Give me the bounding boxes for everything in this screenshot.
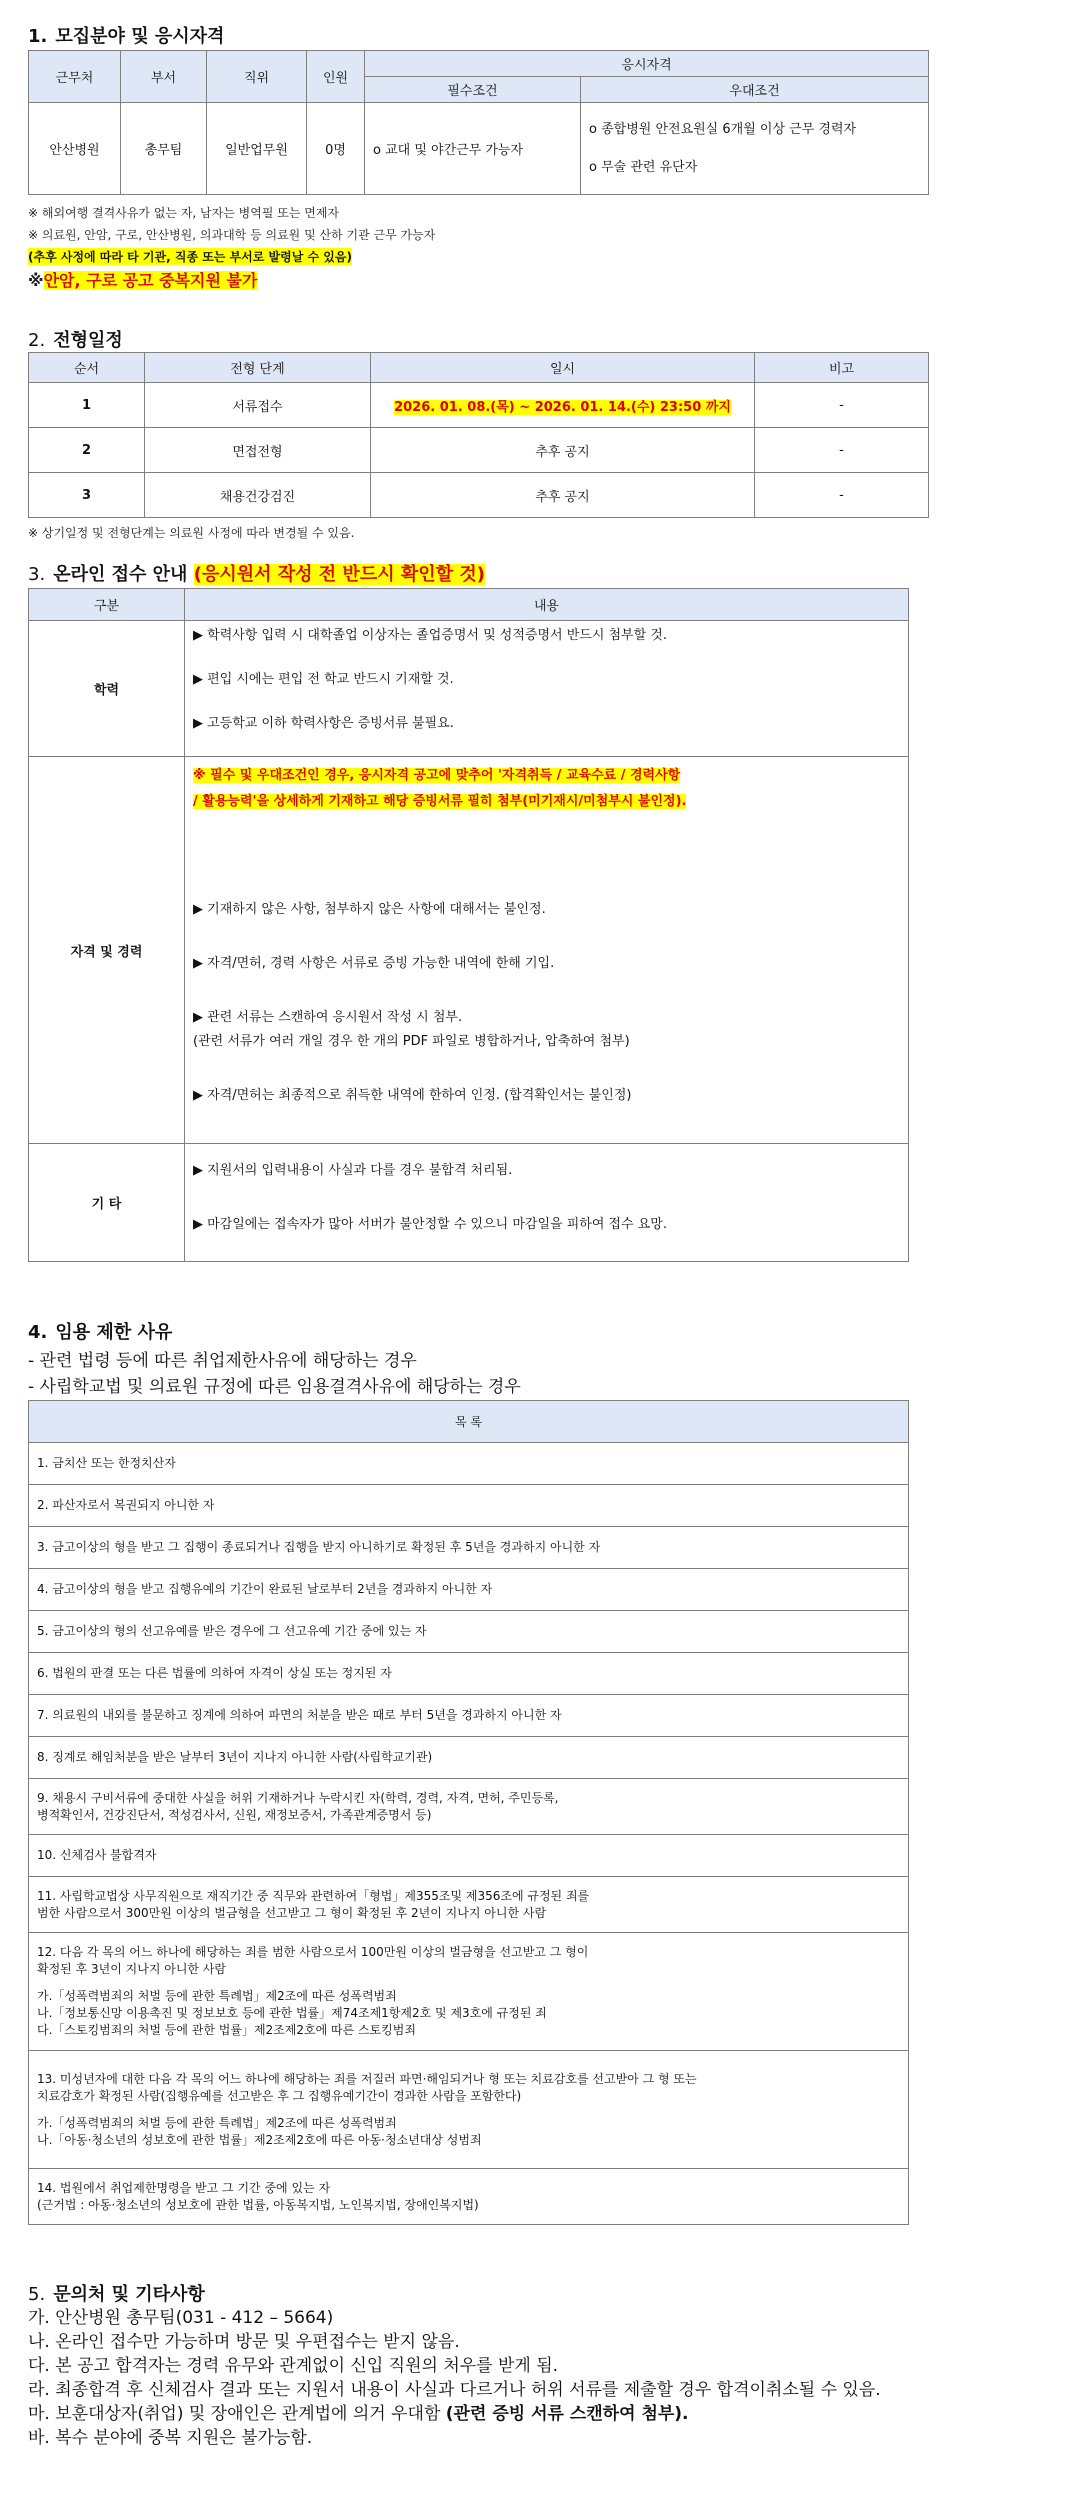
list-item-cell: [29, 1835, 909, 1877]
section3-title-highlight: (응시원서 작성 전 반드시 확인할 것): [193, 564, 485, 585]
list-item-cell: [29, 2169, 909, 2225]
content-line: ▶ 지원서의 입력내용이 사실과 다를 경우 불합격 처리됨.: [193, 1163, 513, 1178]
restriction-rows: [29, 1443, 909, 2225]
cell-order: 2: [29, 428, 145, 473]
row-label-qualification: 자격 및 경력: [29, 757, 185, 1144]
highlight-text: ※ 필수 및 우대조건인 경우, 응시자격 공고에 맞추어 '자격취득 / 교육수료 / 경력사항: [193, 768, 681, 783]
list-item: [29, 1877, 909, 1933]
list-item: [29, 1443, 909, 1485]
section4-lead: - 관련 법령 등에 따른 취업제한사유에 해당하는 경우: [28, 1351, 417, 1371]
info-text-bold: (관련 증빙 서류 스캔하여 첨부).: [445, 2404, 689, 2424]
etc-content: [185, 1144, 909, 1262]
cell-place: 안산병원: [29, 103, 121, 195]
content-highlight-line: [193, 767, 900, 785]
schedule-table: [28, 352, 929, 518]
cell-dept: 총무팀: [121, 103, 207, 195]
content-line: ▶ 관련 서류는 스캔하여 응시원서 작성 시 첨부.: [193, 1010, 463, 1025]
cell-remark: -: [755, 473, 929, 518]
list-item-line: 나.「아동·청소년의 성보호에 관한 법률」제2조제2호에 따른 아동·청소년대상 성범죄: [37, 2132, 482, 2147]
section1-note-warning: [28, 268, 257, 291]
list-item: [29, 1835, 909, 1877]
list-item-line: 다.「스토킹범죄의 처벌 등에 관한 법률」제2조제2호에 따른 스토킹범죄: [37, 2023, 416, 2037]
content-line: ▶ 편입 시에는 편입 전 학교 반드시 기재할 것.: [193, 672, 454, 687]
th-stage: 전형 단계: [145, 353, 371, 383]
content-line: ▶ 고등학교 이하 학력사항은 증빙서류 불필요.: [193, 716, 454, 731]
th-order: 순서: [29, 353, 145, 383]
contact-line: 가. 안산병원 총무팀(031 - 412 – 5664): [28, 2308, 334, 2328]
list-item-line: 범한 사람으로서 300만원 이상의 벌금형을 선고받고 그 형이 확정된 후 2년이 지나지 아니한 사람: [37, 1905, 547, 1920]
cell-preferred: [581, 103, 929, 195]
section1-number: 1.: [28, 26, 48, 47]
table-row: [29, 383, 929, 428]
section3-number: 3.: [28, 564, 46, 585]
list-item-line: 가.「성폭력범죄의 처벌 등에 관한 특례법」제2조에 따른 성폭력범죄: [37, 2115, 397, 2130]
cell-required: o 교대 및 야간근무 가능자: [365, 103, 581, 195]
th-qualification: 응시자격: [365, 51, 929, 77]
cell-date: 추후 공지: [371, 428, 755, 473]
list-item-cell: [29, 1877, 909, 1933]
cell-stage: 서류접수: [145, 383, 371, 428]
list-item-line: [37, 1978, 900, 1988]
list-item-line: 치료감호가 확정된 사람(집행유예를 선고받은 후 그 집행유예기간이 경과한 사람을 포함한다): [37, 2088, 522, 2103]
preferred-item: o 종합병원 안전요원실 6개월 이상 근무 경력자: [589, 121, 857, 137]
list-item-line: 14. 법원에서 취업제한명령을 받고 그 기간 중에 있는 자: [37, 2180, 331, 2195]
section2-note: ※ 상기일정 및 전형단계는 의료원 사정에 따라 변경될 수 있음.: [28, 526, 355, 540]
info-line: 바. 복수 분야에 중복 지원은 불가능함.: [28, 2428, 313, 2448]
restriction-list-table: [28, 1400, 909, 2225]
section5-number: 5.: [28, 2284, 46, 2305]
info-line: [28, 2402, 881, 2426]
th-remark: 비고: [755, 353, 929, 383]
list-item-cell: [29, 1443, 909, 1485]
list-item-cell: [29, 1485, 909, 1527]
cell-stage: 채용건강검진: [145, 473, 371, 518]
list-item: [29, 1737, 909, 1779]
cell-date: [371, 383, 755, 428]
table-row: [29, 473, 929, 518]
list-item-cell: [29, 1933, 909, 2051]
section4-heading: [28, 1318, 172, 1344]
warning-text: 안암, 구로 공고 중복지원 불가: [43, 271, 258, 290]
list-item-line: 6. 법원의 판결 또는 다른 법률에 의하여 자격이 상실 또는 정지된 자: [37, 1666, 392, 1680]
education-content: [185, 621, 909, 757]
row-label-education: 학력: [29, 621, 185, 757]
th-date: 일시: [371, 353, 755, 383]
section1-heading: [28, 22, 224, 48]
contact-list: [28, 2306, 881, 2450]
list-item: [29, 1933, 909, 2051]
list-item-line: 12. 다음 각 목의 어느 하나에 해당하는 죄를 범한 사람으로서 100만원 이상의 벌금형을 선고받고 그 형이: [37, 1945, 589, 1959]
content-line: ▶ 기재하지 않은 사항, 첨부하지 않은 사항에 대해서는 불인정.: [193, 902, 546, 917]
list-item-cell: [29, 1653, 909, 1695]
date-highlight: 2026. 01. 08.(목) ~ 2026. 01. 14.(수) 23:50 까지: [394, 399, 731, 415]
online-application-table: [28, 588, 909, 1262]
list-item-line: 1. 금치산 또는 한정치산자: [37, 1456, 176, 1470]
qualification-content: [185, 757, 909, 1144]
list-item-cell: [29, 1695, 909, 1737]
section2-heading: [28, 326, 123, 352]
section4-lead: - 사립학교법 및 의료원 규정에 따른 임용결격사유에 해당하는 경우: [28, 1377, 521, 1397]
section1-note-highlight: (추후 사정에 따라 타 기관, 직종 또는 부서로 발령날 수 있음): [28, 250, 352, 264]
list-item-cell: [29, 1569, 909, 1611]
list-item-cell: [29, 1527, 909, 1569]
list-item: [29, 1527, 909, 1569]
content-line: ▶ 마감일에는 접속자가 많아 서버가 불안정할 수 있으니 마감일을 피하여 접수 요망.: [193, 1217, 667, 1232]
th-category: 구분: [29, 589, 185, 621]
list-header: 목 록: [29, 1401, 909, 1443]
info-line: 나. 온라인 접수만 가능하며 방문 및 우편접수는 받지 않음.: [28, 2332, 460, 2352]
section1-note: ※ 해외여행 결격사유가 없는 자, 남자는 병역필 또는 면제자: [28, 206, 340, 220]
list-item-line: 8. 징계로 해임처분을 받은 날부터 3년이 지나지 아니한 사람(사립학교기관): [37, 1750, 433, 1764]
list-item-cell: [29, 2051, 909, 2169]
list-item: [29, 1611, 909, 1653]
list-item-line: 11. 사립학교법상 사무직원으로 재직기간 중 직무와 관련하여「형법」제355조및 제356조에 규정된 죄를: [37, 1888, 590, 1903]
row-label-etc: 기 타: [29, 1144, 185, 1262]
list-item: [29, 1779, 909, 1835]
cell-order: 3: [29, 473, 145, 518]
list-item-line: 병적확인서, 건강진단서, 적성검사서, 신원, 재정보증서, 가족관계증명서 등): [37, 1807, 432, 1822]
list-item: [29, 1695, 909, 1737]
content-line: ▶ 학력사항 입력 시 대학졸업 이상자는 졸업증명서 및 성적증명서 반드시 첨부할 것.: [193, 628, 667, 643]
cell-stage: 면접전형: [145, 428, 371, 473]
list-item-line: 확정된 후 3년이 지나지 아니한 사람: [37, 1962, 226, 1976]
section4-number: 4.: [28, 1322, 48, 1343]
list-item-cell: [29, 1737, 909, 1779]
highlight-text: / 활용능력'을 상세하게 기재하고 해당 증빙서류 필히 첨부(미기재시/미첨부시 불인정).: [193, 794, 687, 809]
th-count: 인원: [307, 51, 365, 103]
content-highlight-line: [193, 793, 900, 811]
list-item: [29, 2169, 909, 2225]
list-item-line: 2. 파산자로서 복권되지 아니한 자: [37, 1498, 215, 1512]
section1-table: [28, 50, 929, 195]
section4-title: 임용 제한 사유: [55, 1322, 173, 1343]
section3-heading: [28, 560, 485, 586]
section2-number: 2.: [28, 330, 46, 351]
section5-title: 문의처 및 기타사항: [53, 2284, 205, 2305]
section1-note: ※ 의료원, 안암, 구로, 안산병원, 의과대학 등 의료원 및 산하 기관 근무 가능자: [28, 228, 436, 242]
list-item-line: 10. 신체검사 불합격자: [37, 1848, 157, 1862]
content-line: ▶ 자격/면허는 최종적으로 취득한 내역에 한하여 인정. (합격확인서는 불인정): [193, 1088, 632, 1103]
cell-remark: -: [755, 428, 929, 473]
cell-date: 추후 공지: [371, 473, 755, 518]
list-item-line: 나.「정보통신망 이용촉진 및 정보보호 등에 관한 법률」제74조제1항제2호 및 제3호에 규정된 죄: [37, 2006, 547, 2020]
th-dept: 부서: [121, 51, 207, 103]
cell-count: 0명: [307, 103, 365, 195]
cell-position: 일반업무원: [207, 103, 307, 195]
info-line: 다. 본 공고 합격자는 경력 유무와 관계없이 신입 직원의 처우를 받게 됨.: [28, 2356, 559, 2376]
th-content: 내용: [185, 589, 909, 621]
list-item-line: 9. 채용시 구비서류에 중대한 사실을 허위 기재하거나 누락시킨 자(학력, 경력, 자격, 면허, 주민등록,: [37, 1790, 559, 1805]
section3-title: 온라인 접수 안내: [53, 564, 188, 585]
section5-heading: [28, 2280, 205, 2306]
th-required: 필수조건: [365, 77, 581, 103]
preferred-item: o 무술 관련 유단자: [589, 159, 698, 175]
list-item-line: 4. 금고이상의 형을 받고 집행유예의 기간이 완료된 날로부터 2년을 경과하지 아니한 자: [37, 1582, 493, 1596]
info-line: 라. 최종합격 후 신체검사 결과 또는 지원서 내용이 사실과 다르거나 허위 서류를 제출할 경우 합격이취소될 수 있음.: [28, 2380, 881, 2400]
list-item: [29, 1653, 909, 1695]
table-row: [29, 428, 929, 473]
list-item-line: 5. 금고이상의 형의 선고유예를 받은 경우에 그 선고유예 기간 중에 있는 자: [37, 1624, 427, 1638]
list-item: [29, 1569, 909, 1611]
list-item-line: 13. 미성년자에 대한 다음 각 목의 어느 하나에 해당하는 죄를 저질러 파면·해임되거나 형 또는 치료감호를 선고받아 그 형 또는: [37, 2071, 697, 2086]
warning-mark: ※: [28, 271, 44, 290]
list-item-line: (근거법 : 아동·청소년의 성보호에 관한 법률, 아동복지법, 노인복지법, 장애인복지법): [37, 2197, 479, 2212]
list-item-cell: [29, 1611, 909, 1653]
list-item-line: 7. 의료원의 내외를 불문하고 징계에 의하여 파면의 처분을 받은 때로 부터 5년을 경과하지 아니한 자: [37, 1708, 562, 1722]
list-item: [29, 2051, 909, 2169]
info-text: 마. 보훈대상자(취업) 및 장애인은 관계법에 의거 우대함: [28, 2404, 441, 2424]
section2-title: 전형일정: [53, 330, 123, 351]
list-item-cell: [29, 1779, 909, 1835]
section1-title: 모집분야 및 응시자격: [55, 26, 225, 47]
th-preferred: 우대조건: [581, 77, 929, 103]
content-line: ▶ 자격/면허, 경력 사항은 서류로 증빙 가능한 내역에 한해 기입.: [193, 956, 555, 971]
list-item-line: 3. 금고이상의 형을 받고 그 집행이 종료되거나 집행을 받지 아니하기로 확정된 후 5년을 경과하지 아니한 자: [37, 1540, 601, 1554]
th-place: 근무처: [29, 51, 121, 103]
list-item-line: [37, 2105, 900, 2115]
list-item: [29, 1485, 909, 1527]
cell-remark: -: [755, 383, 929, 428]
cell-order: 1: [29, 383, 145, 428]
content-line: (관련 서류가 여러 개일 경우 한 개의 PDF 파일로 병합하거나, 압축하여 첨부): [193, 1034, 630, 1049]
th-position: 직위: [207, 51, 307, 103]
list-item-line: 가.「성폭력범죄의 처벌 등에 관한 특례법」제2조에 따른 성폭력범죄: [37, 1989, 397, 2003]
